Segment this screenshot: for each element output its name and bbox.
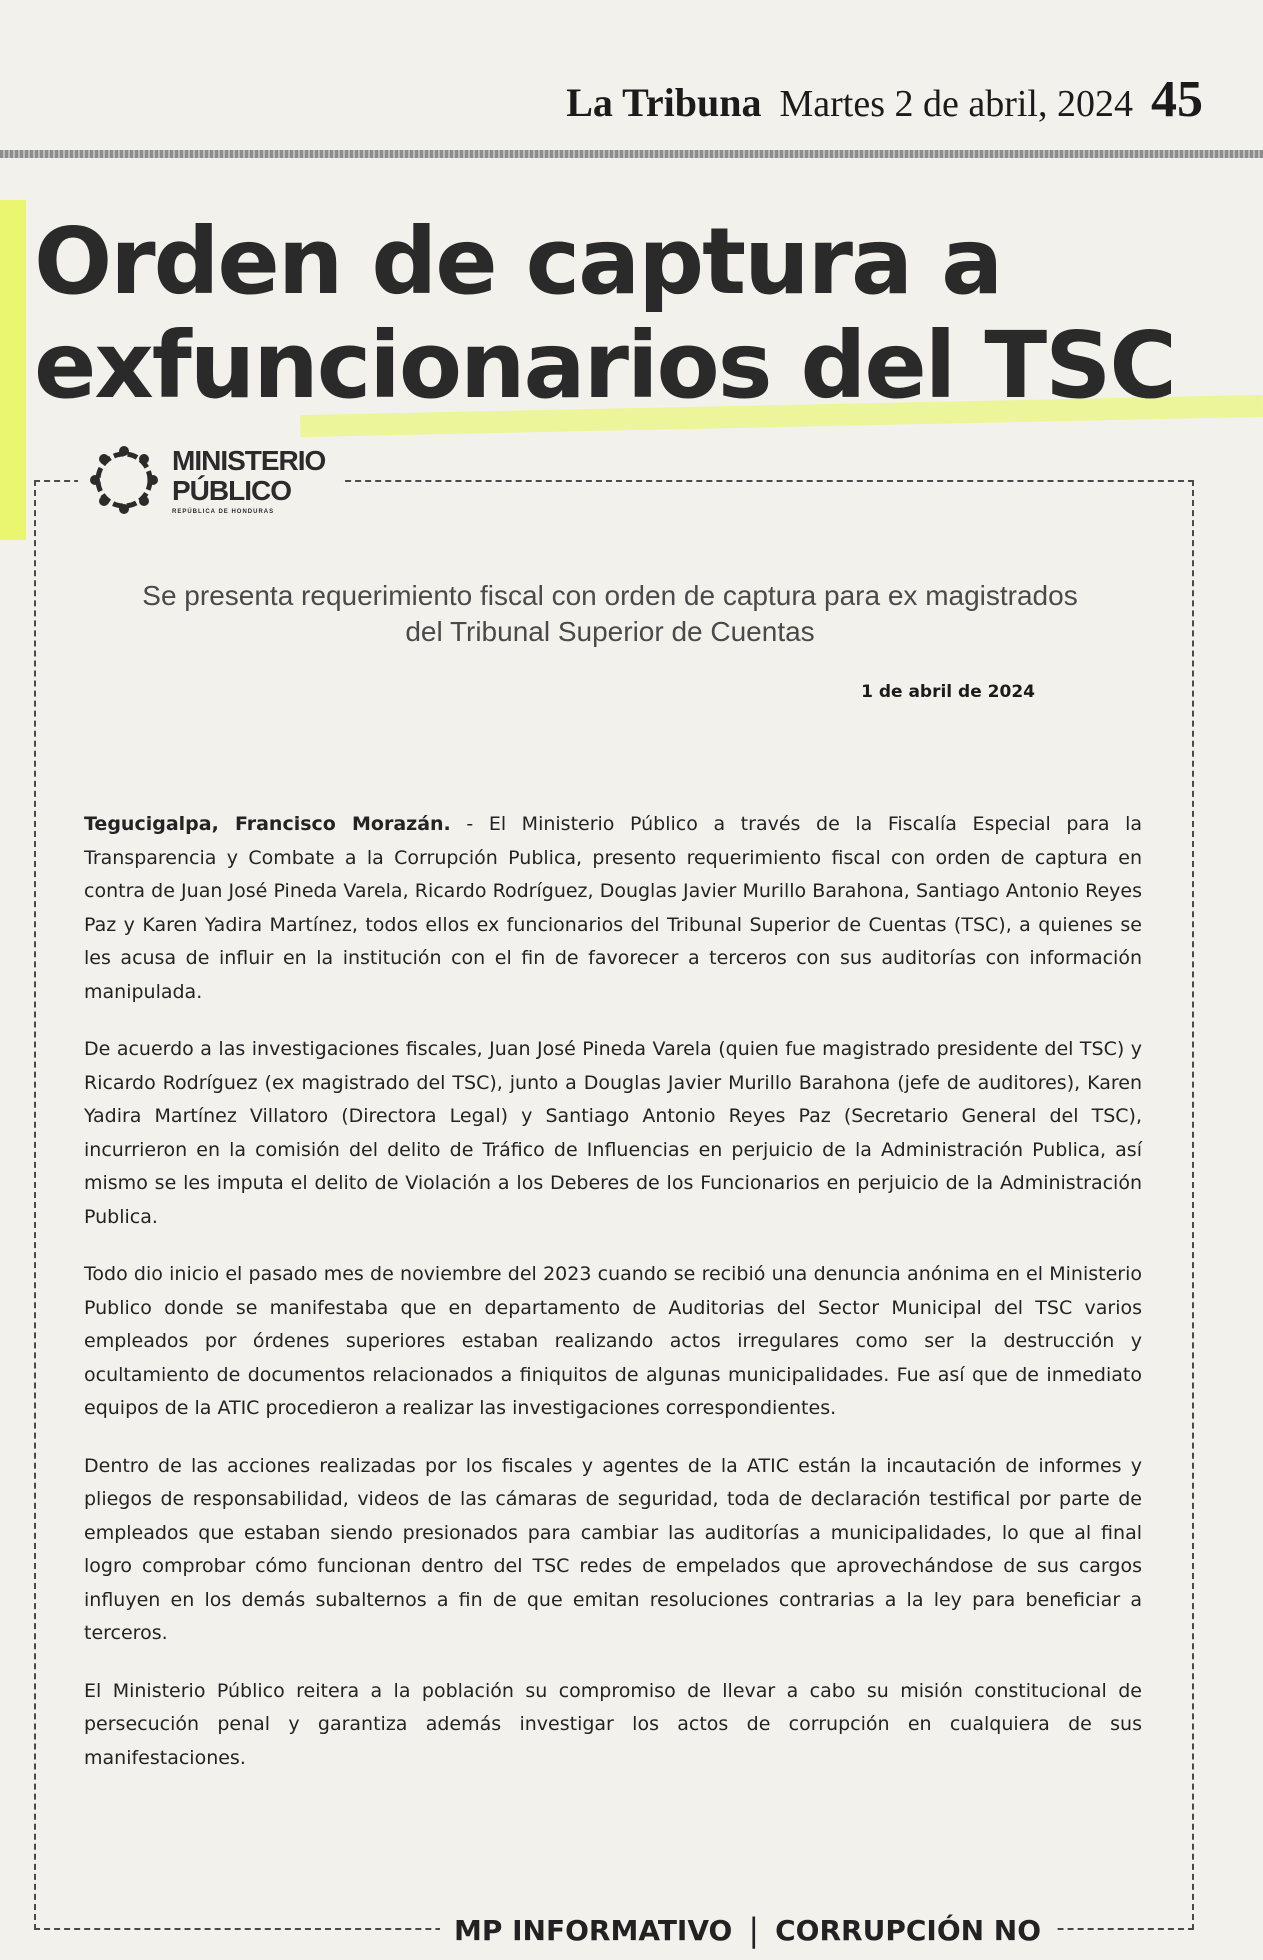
page-number: 45 [1151, 71, 1203, 128]
highlighter-mark-vertical [0, 200, 26, 540]
logo-text [172, 446, 325, 515]
notice-date: 1 de abril de 2024 [861, 682, 1035, 702]
newspaper-name: La Tribuna [566, 80, 762, 125]
paragraph-1 [84, 808, 1142, 1009]
footer-left: MP INFORMATIVO [454, 1913, 733, 1947]
masthead [566, 70, 1203, 129]
paragraph-4: Dentro de las acciones realizadas por los fiscales y agentes de la ATIC están la incautación de informes y pliegos de responsabilidad, videos de las cámaras de seguridad, toda de declaración testifical por parte de empleados que estaban siendo presionados para cambiar las auditorías a municipalidades, lo que al final logro comprobar cómo funcionan dentro del TSC redes de empelados que aprovechándose de sus cargos influyen en los demás subalternos a fin de que emitan resoluciones contrarias a la ley para beneficiar a terceros. [84, 1454, 1142, 1644]
footer-right: CORRUPCIÓN NO [775, 1913, 1042, 1947]
paragraph-5: El Ministerio Público reitera a la población su compromiso de llevar a cabo su misión constitucional de persecución penal y garantiza además investigar los actos de corrupción en cualquiera de sus manifestaciones. [84, 1679, 1142, 1769]
ministerio-publico-logo [78, 440, 341, 520]
logo-line-1: MINISTERIO [172, 444, 326, 476]
logo-line-3: REPÚBLICA DE HONDURAS [172, 508, 275, 515]
headline: Orden de captura a exfuncionarios del TSC [34, 208, 1175, 419]
paragraph-2: De acuerdo a las investigaciones fiscales, Juan José Pineda Varela (quien fue magistrado presidente del TSC) y Ricardo Rodríguez (ex magistrado del TSC), junto a Douglas Javier Murillo Barahona (jefe de auditores), Karen Yadira Martínez Villatoro (Directora Legal) y Santiago Antonio Reyes Paz (Secretario General del TSC), incurrieron en la comisión del delito de Tráfico de Influencias en perjuicio de la Administración Publica, así mismo se les imputa el delito de Violación a los Deberes de los Funcionarios en perjuicio de la Administración Publica. [84, 1038, 1142, 1228]
paragraph-lead: Tegucigalpa, Francisco Morazán. [84, 813, 451, 835]
footer-separator: | [748, 1911, 760, 1949]
top-rule [0, 150, 1263, 158]
notice-body [84, 808, 1142, 1799]
paragraph-1-text: - El Ministerio Público a través de la Fiscalía Especial para la Transparencia y Combate a la Corrupción Publica, presento requerimiento fiscal con orden de captura en contra de Juan José Pineda Varela, Ricardo Rodríguez, Douglas Javier Murillo Barahona, Santiago Antonio Reyes Paz y Karen Yadira Martínez, todos ellos ex funcionarios del Tribunal Superior de Cuentas (TSC), a quienes se les acusa de influir en la institución con el fin de favorecer a terceros con sus auditorías con información manipulada. [84, 813, 1142, 1003]
logo-ring-icon [86, 442, 162, 518]
publication-date: Martes 2 de abril, 2024 [779, 83, 1133, 125]
paragraph-3: Todo dio inicio el pasado mes de noviembre del 2023 cuando se recibió una denuncia anónima en el Ministerio Publico donde se manifestaba que en departamento de Auditorias del Sector Municipal del TSC varios empleados por órdenes superiores estaban realizando actos irregulares como ser la destrucción y ocultamiento de documentos relacionados a finiquitos de algunas municipalidades. Fue así que de inmediato equipos de la ATIC procedieron a realizar las investigaciones correspondientes. [84, 1263, 1142, 1419]
footer-slogan [440, 1900, 1055, 1960]
logo-line-2: PÚBLICO [172, 474, 291, 506]
notice-subtitle: Se presenta requerimiento fiscal con orden de captura para ex magistrados del Tribunal Superior de Cuentas [142, 580, 1078, 647]
